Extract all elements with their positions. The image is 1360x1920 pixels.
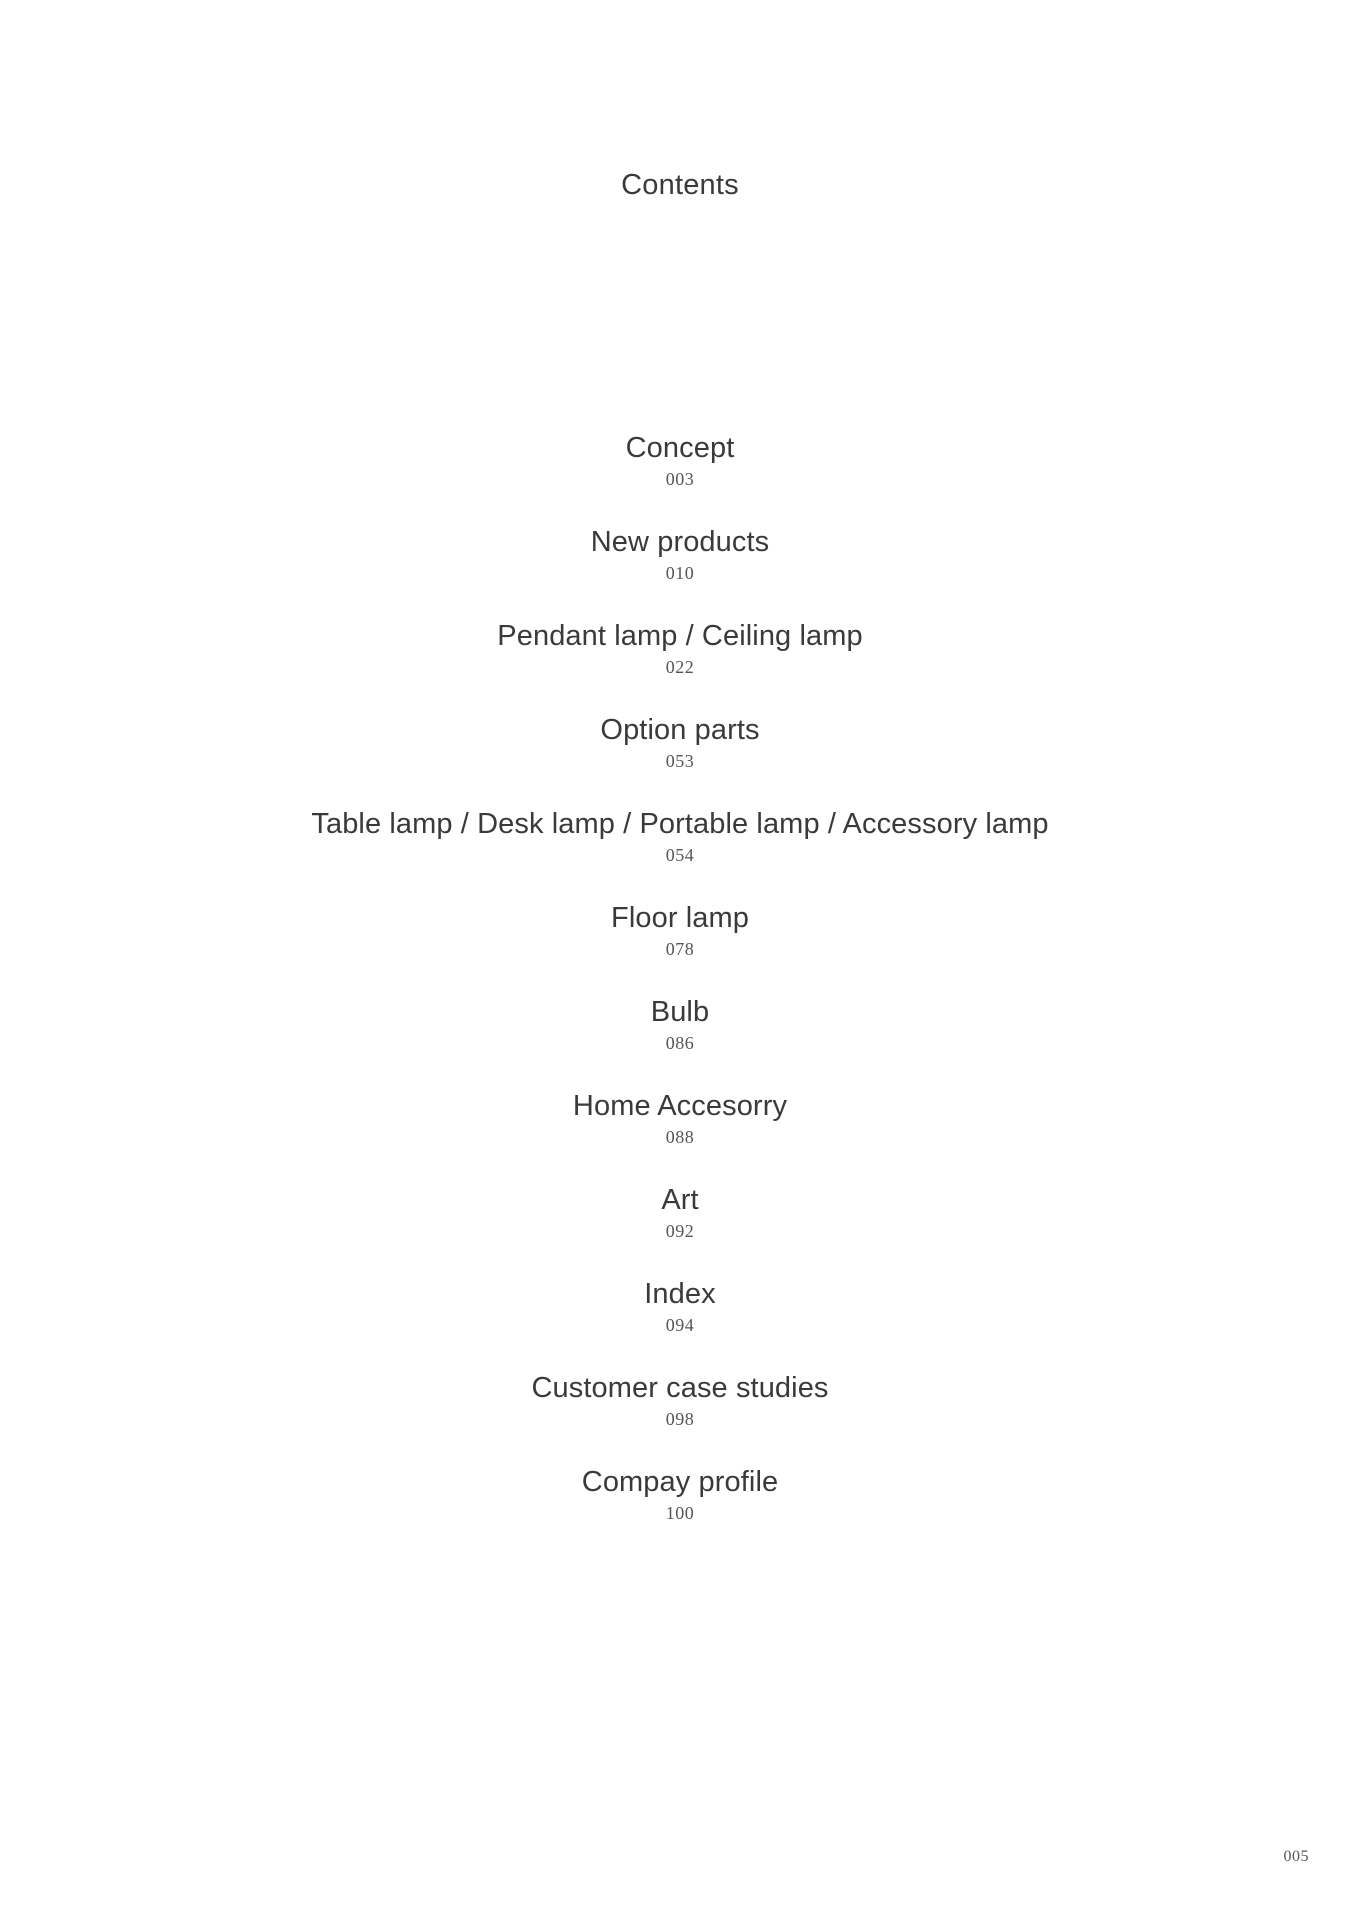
toc-entry-page: 098 bbox=[665, 1409, 695, 1429]
toc-entry-floor-lamp[interactable] bbox=[0, 899, 1360, 993]
toc-entry-option-parts[interactable] bbox=[0, 711, 1360, 805]
toc-entry-page: 078 bbox=[665, 939, 695, 959]
toc-entry-page: 092 bbox=[665, 1221, 695, 1241]
toc-entry-new-products[interactable] bbox=[0, 523, 1360, 617]
toc-entry-page: 094 bbox=[665, 1315, 695, 1335]
toc-entry-title: Customer case studies bbox=[531, 1372, 829, 1404]
toc-entry-customer-case-studies[interactable] bbox=[0, 1369, 1360, 1463]
toc-entry-page: 022 bbox=[665, 657, 695, 677]
page-number: 005 bbox=[1283, 1848, 1309, 1865]
toc-entry-page: 003 bbox=[665, 469, 695, 489]
toc-entry-art[interactable] bbox=[0, 1181, 1360, 1275]
toc-entry-title: New products bbox=[590, 526, 770, 558]
toc-entry-bulb[interactable] bbox=[0, 993, 1360, 1087]
toc-entry-title: Bulb bbox=[650, 996, 710, 1028]
toc-entry-table-desk-portable-accessory-lamp[interactable] bbox=[0, 805, 1360, 899]
toc-entry-title: Index bbox=[644, 1278, 716, 1310]
toc-entry-title: Compay profile bbox=[581, 1466, 779, 1498]
toc-entry-home-accessory[interactable] bbox=[0, 1087, 1360, 1181]
toc-entry-page: 086 bbox=[665, 1033, 695, 1053]
toc-entry-title: Option parts bbox=[600, 714, 760, 746]
toc-entry-title: Art bbox=[661, 1184, 699, 1216]
toc-entry-title: Home Accesorry bbox=[572, 1090, 788, 1122]
table-of-contents bbox=[0, 429, 1360, 1557]
toc-entry-index[interactable] bbox=[0, 1275, 1360, 1369]
toc-entry-title: Floor lamp bbox=[611, 902, 749, 934]
toc-entry-title: Table lamp / Desk lamp / Portable lamp / Accessory lamp bbox=[311, 808, 1049, 840]
toc-entry-page: 010 bbox=[665, 563, 695, 583]
toc-entry-page: 054 bbox=[665, 845, 695, 865]
toc-entry-page: 088 bbox=[665, 1127, 695, 1147]
toc-entry-page: 100 bbox=[665, 1503, 695, 1523]
toc-entry-company-profile[interactable] bbox=[0, 1463, 1360, 1557]
page-title: Contents bbox=[621, 169, 739, 202]
toc-entry-page: 053 bbox=[665, 751, 695, 771]
toc-entry-title: Concept bbox=[625, 432, 735, 464]
toc-entry-pendant-ceiling-lamp[interactable] bbox=[0, 617, 1360, 711]
toc-entry-title: Pendant lamp / Ceiling lamp bbox=[497, 620, 863, 652]
toc-entry-concept[interactable] bbox=[0, 429, 1360, 523]
